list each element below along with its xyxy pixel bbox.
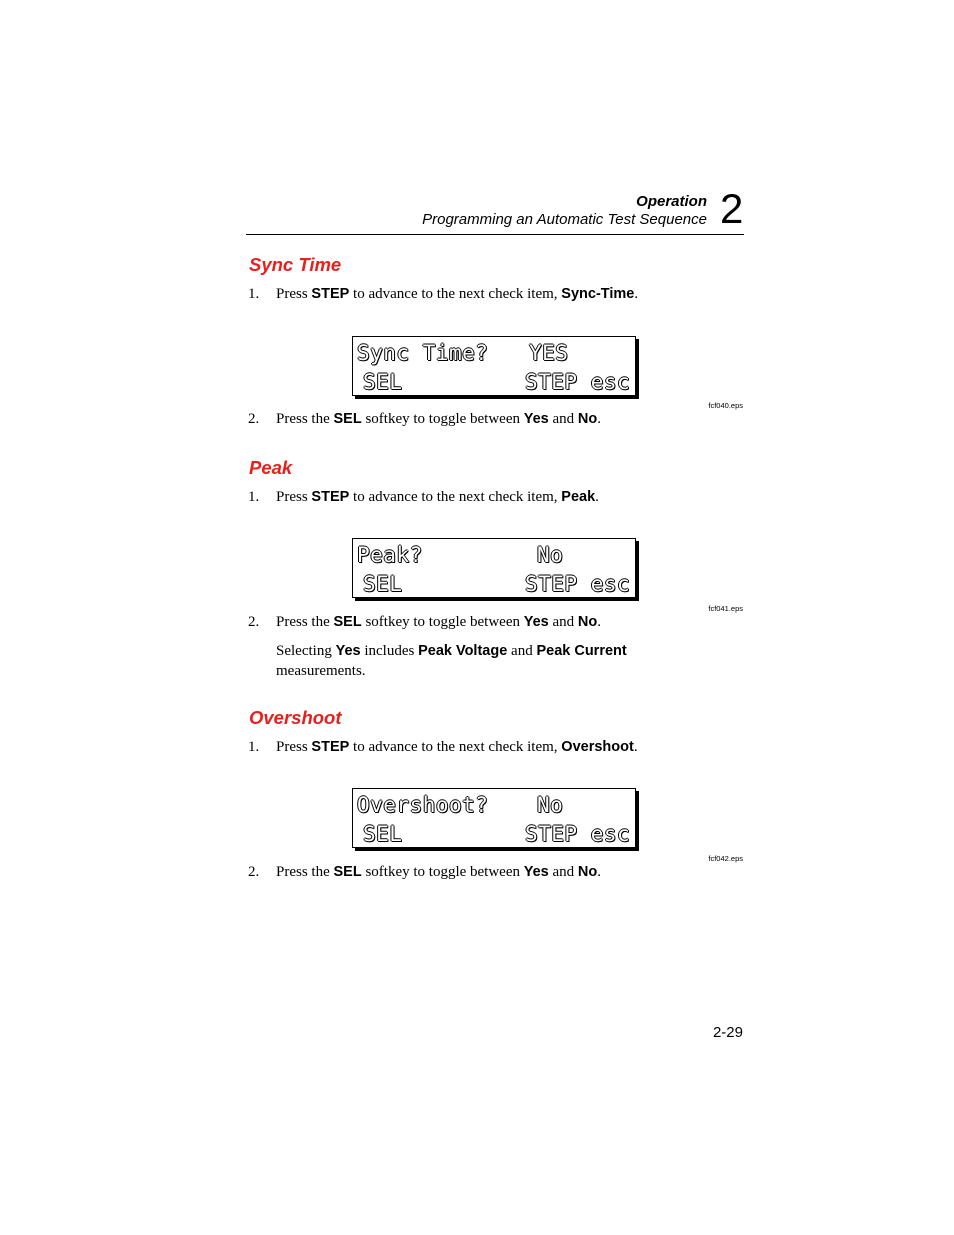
step-text: Press the (276, 614, 334, 630)
step-text: softkey to toggle between (361, 614, 524, 630)
measurement-peak-voltage: Peak Voltage (418, 643, 508, 659)
step-number: 2. (248, 614, 260, 630)
step-key: STEP (311, 489, 350, 505)
step-1-overshoot (248, 739, 638, 756)
step-text: Press the (276, 864, 334, 880)
lcd-line-2 (357, 572, 631, 596)
option-no: No (577, 411, 598, 427)
note-text: measurements. (276, 663, 366, 679)
running-header-section: Operation (636, 193, 707, 210)
lcd-value: YES (529, 341, 569, 365)
lcd-softkey-sel: SEL (363, 370, 403, 394)
option-no: No (577, 864, 598, 880)
section-heading-peak: Peak (249, 457, 293, 478)
section-heading-overshoot: Overshoot (249, 707, 342, 728)
step-2-sync-time (248, 411, 601, 428)
lcd-line-2 (357, 370, 631, 394)
peak-note (276, 641, 676, 681)
step-text: Press (276, 489, 312, 505)
lcd-display-overshoot (352, 788, 636, 848)
option-yes: Yes (523, 614, 549, 630)
option-yes: Yes (523, 864, 549, 880)
measurement-peak-current: Peak Current (536, 643, 627, 659)
option-yes: Yes (523, 411, 549, 427)
step-text: . (595, 489, 599, 505)
step-key: SEL (333, 614, 362, 630)
step-number: 2. (248, 864, 260, 880)
note-text: and (507, 643, 537, 659)
step-item: Overshoot (561, 739, 634, 755)
page-number: 2-29 (712, 1024, 743, 1041)
step-text: . (597, 864, 602, 880)
figure-tag: fcf042.eps (708, 854, 743, 863)
header-rule (246, 234, 744, 235)
lcd-softkey-sel: SEL (363, 572, 403, 596)
lcd-line-1 (357, 793, 631, 817)
step-text: softkey to toggle between (361, 864, 524, 880)
step-text: softkey to toggle between (361, 411, 524, 427)
option-yes: Yes (335, 643, 361, 659)
step-key: SEL (333, 411, 362, 427)
figure-tag: fcf041.eps (708, 604, 743, 613)
lcd-line-2 (357, 822, 631, 846)
step-text: Press (276, 739, 312, 755)
option-no: No (577, 614, 598, 630)
lcd-line-1 (357, 341, 631, 365)
step-number: 1. (248, 489, 260, 505)
step-text: and (548, 864, 578, 880)
lcd-display-sync-time (352, 336, 636, 396)
step-item: Sync-Time (561, 286, 635, 302)
lcd-softkeys-right: STEP esc (525, 370, 631, 394)
lcd-prompt: Peak? (357, 543, 423, 567)
lcd-value: No (537, 793, 564, 817)
step-text: to advance to the next check item, (349, 489, 562, 505)
step-2-peak (248, 614, 601, 631)
step-number: 1. (248, 286, 260, 302)
step-text: and (548, 614, 578, 630)
step-text: . (597, 614, 602, 630)
step-text: to advance to the next check item, (349, 739, 562, 755)
step-number: 2. (248, 411, 260, 427)
lcd-prompt: Overshoot? (357, 793, 489, 817)
lcd-softkeys-right: STEP esc (525, 572, 631, 596)
lcd-line-1 (357, 543, 631, 567)
lcd-prompt: Sync Time? (357, 341, 489, 365)
step-text: Press the (276, 411, 334, 427)
step-1-sync-time (248, 286, 638, 303)
step-2-overshoot (248, 864, 601, 881)
step-1-peak (248, 489, 599, 506)
lcd-softkeys-right: STEP esc (525, 822, 631, 846)
step-key: STEP (311, 286, 350, 302)
step-text: . (633, 739, 638, 755)
section-heading-sync-time: Sync Time (249, 254, 342, 275)
note-text: includes (360, 643, 419, 659)
note-text: Selecting (276, 643, 336, 659)
step-text: to advance to the next check item, (349, 286, 562, 302)
step-text: Press (276, 286, 312, 302)
lcd-value: No (537, 543, 564, 567)
step-key: STEP (311, 739, 350, 755)
figure-tag: fcf040.eps (708, 401, 743, 410)
step-item: Peak (561, 489, 596, 505)
step-text: . (597, 411, 602, 427)
step-text: . (634, 286, 639, 302)
step-text: and (548, 411, 578, 427)
running-header-title: Programming an Automatic Test Sequence (422, 211, 707, 228)
lcd-display-peak (352, 538, 636, 598)
step-key: SEL (333, 864, 362, 880)
chapter-number: 2 (720, 185, 744, 232)
lcd-softkey-sel: SEL (363, 822, 403, 846)
step-number: 1. (248, 739, 260, 755)
